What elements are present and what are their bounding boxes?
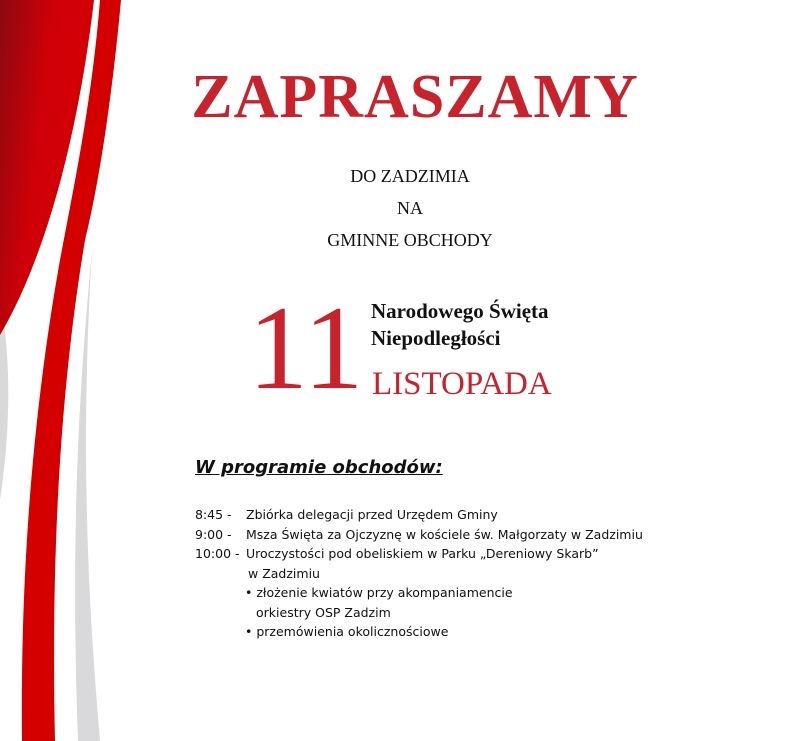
program-item — [195, 544, 643, 564]
event-name-line-2: Niepodległości — [371, 326, 501, 350]
program-heading: W programie obchodów: — [195, 457, 443, 478]
bullet-icon: • — [245, 585, 257, 600]
event-name-line-1: Narodowego Święta — [371, 299, 549, 323]
item-text: Msza Święta za Ojczyznę w kościele św. Małgorzaty w Zadzimiu — [246, 526, 643, 542]
program-list — [195, 505, 643, 642]
item-time: 8:45 - — [195, 507, 232, 522]
bullet-text: złożenie kwiatów przy akompaniamencie — [256, 585, 513, 600]
item-text: Uroczystości pod obeliskiem w Parku „Dereniowy Skarb” — [246, 546, 599, 561]
title-zapraszamy: ZAPRASZAMY — [191, 63, 639, 131]
subtitle-line-1: DO ZADZIMIA — [350, 166, 470, 186]
date-day: 11 — [248, 281, 364, 414]
item-text: Zbiórka delegacji przed Urzędem Gminy — [246, 507, 498, 522]
date-month: LISTOPADA — [372, 366, 552, 402]
ribbon-shadow — [75, 250, 100, 741]
bullet-icon: • — [245, 624, 257, 639]
item-text-continued: w Zadzimiu — [248, 565, 320, 581]
bullet-text: przemówienia okolicznościowe — [256, 624, 449, 639]
bullet-item — [195, 583, 643, 603]
item-time: 10:00 - — [195, 546, 240, 561]
event-name — [371, 298, 549, 352]
subtitle-line-3: GMINNE OBCHODY — [327, 230, 493, 250]
program-item — [195, 505, 643, 525]
bullet-text-continued: orkiestry OSP Zadzim — [256, 604, 391, 620]
bullet-item — [195, 622, 643, 642]
item-time: 9:00 - — [195, 526, 232, 542]
program-item — [195, 525, 643, 545]
subtitle-line-2: NA — [397, 198, 423, 218]
